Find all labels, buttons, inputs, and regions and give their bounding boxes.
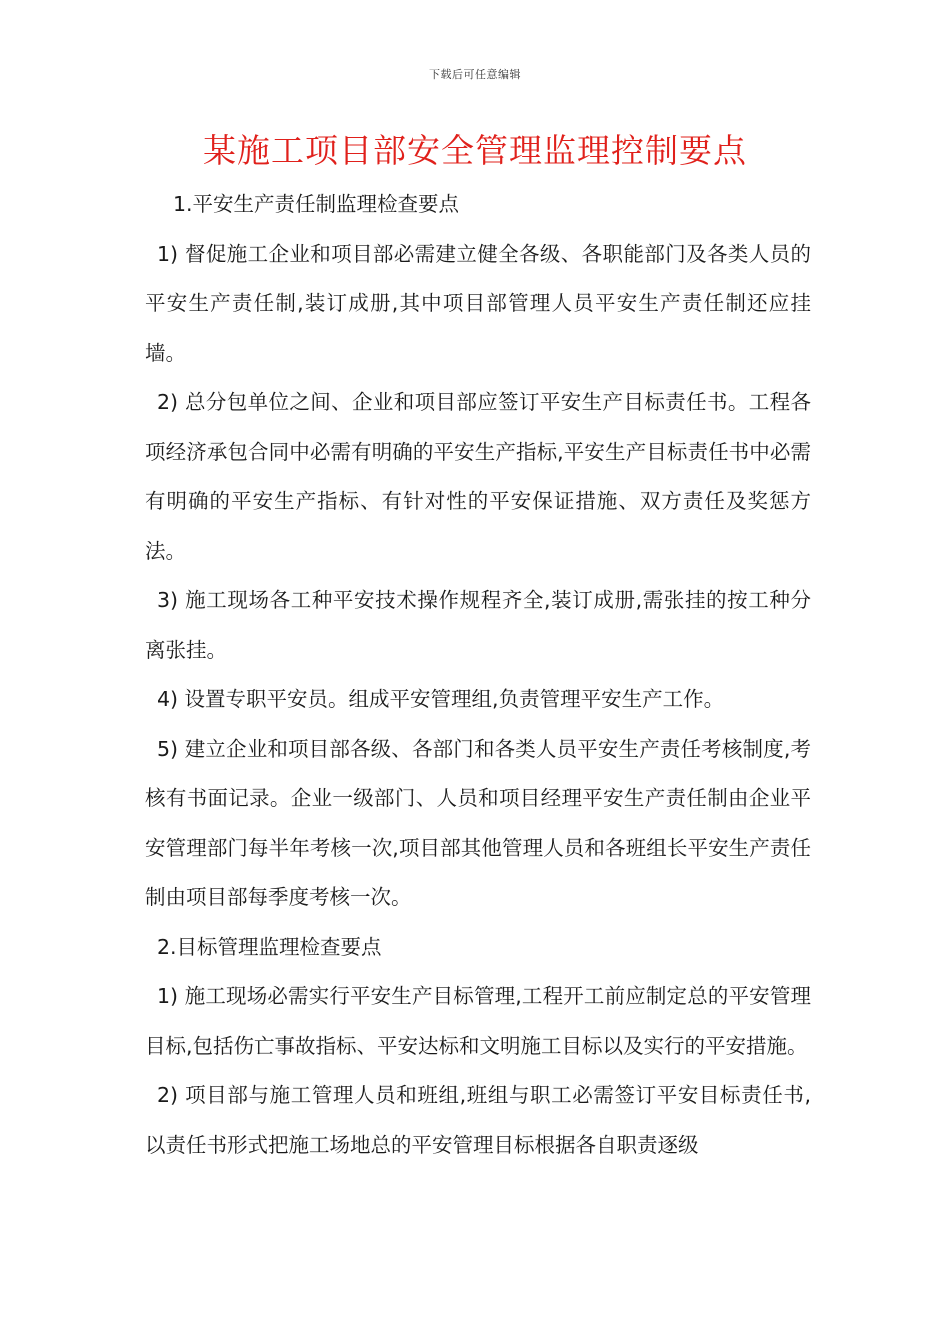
paragraph: 1) 督促施工企业和项目部必需建立健全各级、各职能部门及各类人员的平安生产责任制,装订成册,其中项目部管理人员平安生产责任制还应挂墙。 <box>145 241 811 365</box>
paragraph: 2) 项目部与施工管理人员和班组,班组与职工必需签订平安目标责任书,以责任书形式把施工场地总的平安管理目标根据各自职责逐级 <box>145 1083 811 1157</box>
paragraph: 2) 总分包单位之间、企业和项目部应签订平安生产目标责任书。工程各项经济承包合同中必需有明确的平安生产指标,平安生产目标责任书中必需有明确的平安生产指标、有针对性的平安保证措施、双方责任及奖惩方法。 <box>145 390 811 563</box>
document-title: 某施工项目部安全管理监理控制要点 <box>203 131 747 170</box>
document-body <box>145 180 811 1170</box>
paragraph: 5) 建立企业和项目部各级、各部门和各类人员平安生产责任考核制度,考核有书面记录。企业一级部门、人员和项目经理平安生产责任制由企业平安管理部门每半年考核一次,项目部其他管理人员和各班组长平安生产责任制由项目部每季度考核一次。 <box>145 736 811 909</box>
header-note: 下载后可任意编辑 <box>429 68 521 81</box>
paragraph: 4) 设置专职平安员。组成平安管理组,负责管理平安生产工作。 <box>157 687 725 711</box>
paragraph: 1) 施工现场必需实行平安生产目标管理,工程开工前应制定总的平安管理目标,包括伤亡事故指标、平安达标和文明施工目标以及实行的平安措施。 <box>145 984 811 1058</box>
paragraph: 3) 施工现场各工种平安技术操作规程齐全,装订成册,需张挂的按工种分离张挂。 <box>145 588 811 662</box>
section-heading-2: 2.目标管理监理检查要点 <box>157 934 382 959</box>
section-heading-1: 1.平安生产责任制监理检查要点 <box>173 192 460 216</box>
